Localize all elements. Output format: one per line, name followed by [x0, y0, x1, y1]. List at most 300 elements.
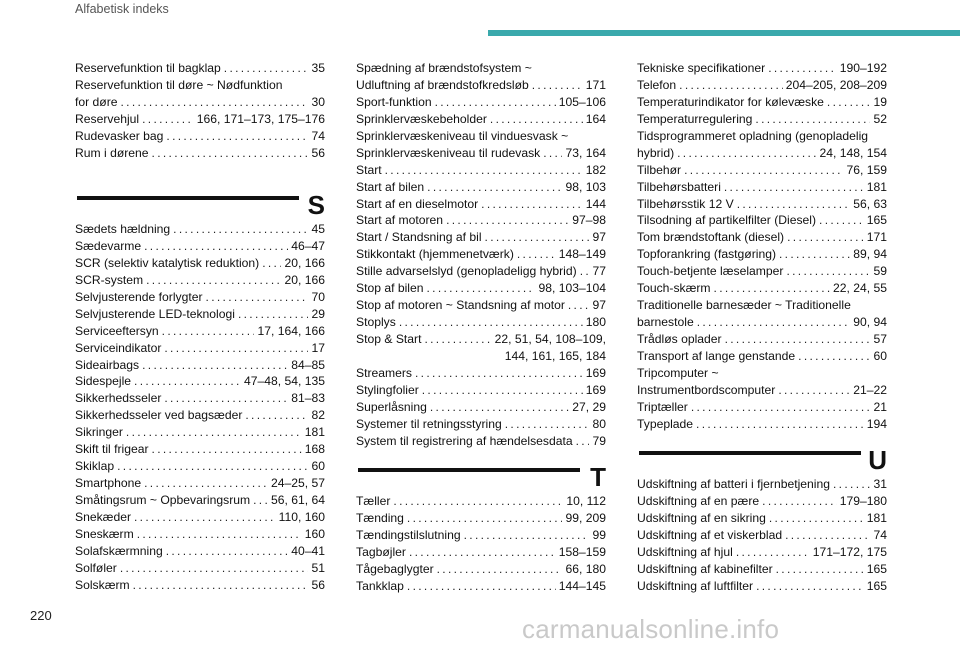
- dot-leader: [245, 407, 308, 424]
- index-entry: [75, 238, 325, 255]
- index-entry-term: Selvjusterende forlygter: [75, 289, 203, 304]
- index-entry-term: Stylingfolier: [356, 382, 419, 397]
- index-entry-term: Sprinklervæskeniveau til vinduesvask ~: [356, 128, 569, 143]
- index-entry-pages: 179–180: [839, 493, 887, 508]
- index-entry: [75, 128, 325, 145]
- index-entry-term: Tom brændstoftank (diesel): [637, 230, 785, 245]
- index-entry: [75, 458, 325, 475]
- index-entry: [75, 492, 325, 509]
- index-entry-pages: 60: [873, 348, 887, 363]
- index-entry-pages: 169: [585, 365, 606, 380]
- index-entry-term: Start af en dieselmotor: [356, 196, 479, 211]
- index-entry: [356, 544, 606, 561]
- index-entry-term: Tænding: [356, 510, 404, 525]
- dot-leader: [422, 382, 583, 399]
- index-block: [75, 60, 325, 162]
- index-entry: [356, 510, 606, 527]
- dot-leader: [568, 297, 590, 314]
- index-entry: [637, 382, 887, 399]
- dot-leader: [146, 272, 281, 289]
- index-entry: [637, 348, 887, 365]
- index-entry: [356, 416, 606, 433]
- index-entry-pages: 97: [592, 230, 606, 245]
- index-entry-term: Udluftning af brændstofkredsløb: [356, 77, 529, 92]
- dot-leader: [580, 263, 590, 280]
- index-entry-pages: 169: [585, 382, 606, 397]
- index-entry-term: Sædevarme: [75, 238, 142, 253]
- index-entry: [356, 196, 606, 213]
- dot-leader: [126, 424, 302, 441]
- index-entry-pages: 21: [873, 399, 887, 414]
- dot-leader: [144, 475, 268, 492]
- index-entry-pages: 30: [311, 94, 325, 109]
- dot-leader: [785, 527, 870, 544]
- index-entry-term: Topforankring (fastgøring): [637, 247, 776, 262]
- index-entry-term: Udskiftning af luftfilter: [637, 578, 754, 593]
- index-entry-term: Skift til frigear: [75, 442, 149, 457]
- index-entry-pages: 73, 164: [565, 145, 606, 160]
- index-entry-term: Udskiftning af et viskerblad: [637, 527, 783, 542]
- index-entry-term: Start af bilen: [356, 179, 425, 194]
- index-entry: [637, 196, 887, 213]
- index-entry: [637, 145, 887, 162]
- index-entry-pages: 158–159: [558, 544, 606, 559]
- index-entry-pages: 19: [873, 94, 887, 109]
- index-entry-term: Touch-skærm: [637, 281, 711, 296]
- section-rule: [358, 468, 580, 472]
- section-rule: [639, 451, 861, 455]
- index-entry-pages: 89, 94: [853, 247, 887, 262]
- dot-leader: [819, 212, 864, 229]
- dot-leader: [427, 280, 536, 297]
- page-number: 220: [30, 608, 52, 623]
- dot-leader: [679, 77, 783, 94]
- index-entry-pages: 171: [585, 77, 606, 92]
- index-entry-pages: 52: [873, 111, 887, 126]
- index-entry: [356, 382, 606, 399]
- index-entry-pages: 10, 112: [566, 494, 606, 508]
- dot-leader: [120, 560, 309, 577]
- dot-leader: [262, 255, 281, 272]
- index-entry-pages: 24, 148, 154: [819, 145, 887, 160]
- index-entry-term: Udskiftning af hjul: [637, 544, 733, 559]
- index-entry: [75, 475, 325, 492]
- index-entry-term: Tripcomputer ~: [637, 365, 719, 380]
- index-entry-pages-continued: 144, 161, 165, 184: [504, 348, 606, 363]
- index-entry: [75, 526, 325, 543]
- index-entry: [356, 433, 606, 450]
- index-entry-term: Stoplys: [356, 315, 396, 330]
- index-entry-pages: 97–98: [572, 213, 606, 228]
- index-entry-pages: 56, 63: [853, 196, 887, 211]
- dot-leader: [253, 492, 268, 509]
- index-entry: [75, 560, 325, 577]
- index-entry-term: Reservefunktion til bagklap: [75, 61, 221, 75]
- dot-leader: [776, 561, 864, 578]
- dot-leader: [393, 493, 563, 510]
- index-entry: [637, 493, 887, 510]
- index-entry-pages: 45: [311, 222, 325, 236]
- index-entry: [75, 407, 325, 424]
- index-entry-pages: 81–83: [291, 391, 325, 406]
- index-entry-term: Stikkontakt (hjemmenetværk): [356, 247, 514, 262]
- index-entry: [356, 179, 606, 196]
- index-entry-pages: 110, 160: [278, 509, 325, 524]
- index-entry-pages: 165: [866, 213, 887, 228]
- index-entry: [356, 162, 606, 179]
- index-entry: [356, 331, 606, 348]
- index-entry-term: hybrid): [637, 145, 675, 160]
- dot-leader: [142, 111, 194, 128]
- index-entry-term: Typeplade: [637, 416, 694, 431]
- index-entry: [75, 255, 325, 272]
- index-entry-term: Transport af lange genstande: [637, 348, 796, 363]
- dot-leader: [238, 306, 309, 323]
- index-entry-term: Sport-funktion: [356, 94, 432, 109]
- index-entry: [75, 441, 325, 458]
- index-entry-pages: 204–205, 208–209: [785, 77, 887, 92]
- index-entry: [356, 263, 606, 280]
- section-letter: U: [868, 445, 887, 475]
- dot-leader: [768, 60, 837, 77]
- index-entry-term: Solskærm: [75, 577, 130, 592]
- dot-leader: [798, 348, 870, 365]
- index-entry-term: Tilbehør: [637, 162, 682, 177]
- index-entry-term: Småtingsrum ~ Opbevaringsrum: [75, 493, 251, 507]
- index-entry-term: Streamers: [356, 365, 412, 380]
- index-entry: [637, 246, 887, 263]
- index-entry: [637, 399, 887, 416]
- page-header-title: Alfabetisk indeks: [75, 2, 169, 16]
- index-entry: [356, 280, 606, 297]
- index-entry-pages: 47–48, 54, 135: [243, 374, 325, 389]
- index-entry: [356, 246, 606, 263]
- dot-leader: [162, 323, 255, 340]
- index-entry-pages: 99, 209: [565, 510, 606, 525]
- dot-leader: [532, 77, 583, 94]
- index-entry: [75, 221, 325, 238]
- index-entry-pages: 57: [873, 332, 887, 346]
- index-entry-term: Tidsprogrammeret opladning (genopladelig: [637, 128, 869, 143]
- dot-leader: [137, 526, 302, 543]
- index-entry: [356, 297, 606, 314]
- index-entry-pages: 22, 51, 54, 108–109,: [494, 332, 606, 346]
- dot-leader: [737, 196, 851, 213]
- index-entry-pages: 98, 103–104: [538, 281, 606, 296]
- dot-leader: [576, 433, 590, 450]
- index-block: [356, 60, 606, 450]
- index-entry: [637, 263, 887, 280]
- index-entry-term: Sprinklervæskebeholder: [356, 111, 487, 126]
- index-entry: [75, 424, 325, 441]
- index-entry-pages: 24–25, 57: [270, 476, 325, 491]
- index-entry: [637, 544, 887, 561]
- dot-leader: [762, 493, 837, 510]
- index-entry: [637, 561, 887, 578]
- index-entry-term: Tilbehørsstik 12 V: [637, 196, 734, 211]
- index-entry-pages: 165: [866, 561, 887, 576]
- index-entry-term: Snekæder: [75, 509, 132, 524]
- index-entry-term: Telefon: [637, 77, 677, 92]
- index-entry-term: Sideairbags: [75, 357, 140, 372]
- index-entry: [75, 145, 325, 162]
- index-entry-pages: 165: [866, 578, 887, 593]
- section-letter: S: [307, 190, 325, 220]
- index-entry-term: Superlåsning: [356, 399, 427, 414]
- index-entry: [356, 399, 606, 416]
- index-entry-term: Solføler: [75, 560, 117, 575]
- index-entry-term: Skiklap: [75, 459, 115, 474]
- index-entry-pages: 171–172, 175: [812, 544, 887, 559]
- index-entry-term: Udskiftning af en pære: [637, 493, 760, 508]
- index-entry-term: Reservefunktion til døre ~ Nødfunktion: [75, 77, 283, 92]
- index-entry-term: Smartphone: [75, 476, 142, 491]
- dot-leader: [691, 399, 871, 416]
- index-block: [637, 476, 887, 595]
- dot-leader: [786, 263, 870, 280]
- dot-leader: [827, 94, 871, 111]
- index-entry: [75, 323, 325, 340]
- index-entry: [356, 212, 606, 229]
- index-entry: [356, 365, 606, 382]
- index-entry-pages: 99: [592, 527, 606, 542]
- index-entry-term: Tagbøjler: [356, 544, 406, 559]
- dot-leader: [769, 510, 864, 527]
- index-entry-term: barnestole: [637, 315, 694, 330]
- index-entry: [637, 94, 887, 111]
- index-entry-pages: 56, 61, 64: [270, 493, 325, 507]
- index-entry: [637, 527, 887, 544]
- index-entry-term: for døre: [75, 94, 118, 109]
- index-entry: [75, 60, 325, 77]
- index-entry-pages: 60: [311, 459, 325, 474]
- header-accent-bar: [488, 30, 960, 36]
- index-entry: [75, 289, 325, 306]
- index-entry: [356, 561, 606, 578]
- index-entry-term: Reservehjul: [75, 111, 140, 126]
- dot-leader: [464, 527, 590, 544]
- dot-leader: [399, 314, 583, 331]
- index-entry: [637, 212, 887, 229]
- index-entry-term: Trådløs oplader: [637, 332, 722, 346]
- index-entry-pages: 171: [866, 230, 887, 245]
- dot-leader: [407, 578, 556, 595]
- index-entry-term: Tæller: [356, 494, 391, 508]
- index-entry: [637, 476, 887, 493]
- index-entry-pages: 160: [304, 526, 325, 541]
- index-entry-pages: 27, 29: [572, 399, 606, 414]
- index-entry-pages: 59: [873, 264, 887, 279]
- dot-leader: [164, 390, 288, 407]
- dot-leader: [696, 416, 864, 433]
- index-entry-pages: 77: [592, 264, 606, 279]
- index-entry: [75, 111, 325, 128]
- index-entry-term: Triptæller: [637, 399, 688, 414]
- index-entry-term: Start / Standsning af bil: [356, 230, 482, 245]
- index-entry-term: Udskiftning af batteri i fjernbetjening: [637, 477, 831, 491]
- index-entry-pages: 70: [311, 289, 325, 304]
- index-entry: [637, 179, 887, 196]
- dot-leader: [427, 179, 562, 196]
- index-entry-term: SCR (selektiv katalytisk reduktion): [75, 255, 260, 270]
- dot-leader: [778, 382, 850, 399]
- index-entry-term: Sneskærm: [75, 526, 134, 541]
- index-entry-pages: 181: [866, 510, 887, 525]
- index-entry: [75, 340, 325, 357]
- section-rule: [77, 196, 299, 200]
- index-entry-pages: 166, 171–173, 175–176: [196, 111, 325, 126]
- index-entry: [75, 357, 325, 374]
- index-entry-pages: 144: [585, 196, 606, 211]
- index-entry-term: Spædning af brændstofsystem ~: [356, 61, 532, 75]
- dot-leader: [142, 357, 288, 374]
- index-entry: [637, 162, 887, 179]
- dot-leader: [385, 162, 583, 179]
- index-block: [75, 221, 325, 594]
- dot-leader: [485, 229, 590, 246]
- index-entry-pages: 74: [311, 128, 325, 143]
- index-entry: [637, 60, 887, 77]
- index-entry-term: Stop af motoren ~ Standsning af motor: [356, 298, 565, 313]
- index-entry-term: Tilsodning af partikelfilter (Diesel): [637, 213, 817, 228]
- dot-leader: [430, 399, 569, 416]
- dot-leader: [543, 145, 562, 162]
- index-entry: [356, 493, 606, 510]
- index-block: [637, 60, 887, 433]
- index-entry-pages: 56: [311, 145, 325, 160]
- dot-leader: [173, 221, 308, 238]
- dot-leader: [407, 510, 563, 527]
- dot-leader: [415, 365, 583, 382]
- index-entry-pages: 97: [592, 298, 606, 313]
- index-entry-pages: 74: [873, 527, 887, 542]
- index-entry-pages: 82: [311, 408, 325, 423]
- index-entry: [637, 229, 887, 246]
- index-entry: [75, 509, 325, 526]
- index-entry-pages: 80: [592, 416, 606, 431]
- index-entry-term: Solafskærmning: [75, 543, 163, 558]
- index-entry: [637, 331, 887, 348]
- watermark-text: carmanualsonline.info: [522, 614, 780, 644]
- dot-leader: [517, 246, 556, 263]
- index-entry-term: Tågebaglygter: [356, 561, 434, 576]
- dot-leader: [481, 196, 583, 213]
- index-entry-pages: 79: [592, 433, 606, 448]
- index-entry-term: Sikkerhedsseler: [75, 391, 162, 406]
- dot-leader: [166, 128, 308, 145]
- dot-leader: [697, 314, 851, 331]
- dot-leader: [724, 179, 864, 196]
- index-entry-term: Sikkerhedsseler ved bagsæder: [75, 408, 243, 423]
- index-entry-pages: 194: [866, 416, 887, 431]
- dot-leader: [166, 543, 289, 560]
- index-entry: [637, 77, 887, 94]
- index-entry-pages: 98, 103: [565, 179, 606, 194]
- index-entry-pages: 181: [866, 179, 887, 194]
- index-entry-pages: 35: [311, 61, 325, 75]
- dot-leader: [505, 416, 590, 433]
- index-entry-term: Tilbehørsbatteri: [637, 179, 721, 194]
- dot-leader: [677, 145, 816, 162]
- index-entry-pages: 181: [304, 425, 325, 440]
- index-entry-term: Traditionelle barnesæder ~ Traditionelle: [637, 298, 851, 313]
- index-entry-term: Sædets hældning: [75, 222, 171, 236]
- index-entry-term: Stille advarselslyd (genopladeligg hybrid): [356, 264, 577, 279]
- index-entry-term: Tankklap: [356, 578, 404, 593]
- index-entry-term: Serviceeftersyn: [75, 323, 159, 338]
- index-entry-term: Selvjusterende LED-teknologi: [75, 306, 235, 321]
- index-entry: [75, 577, 325, 594]
- index-entry-pages: 20, 166: [284, 255, 325, 270]
- index-entry: [356, 229, 606, 246]
- index-entry: [75, 306, 325, 323]
- dot-leader: [446, 212, 569, 229]
- index-entry-pages: 21–22: [853, 382, 887, 397]
- index-entry-pages: 40–41: [291, 543, 325, 558]
- index-entry-pages: 51: [311, 560, 325, 575]
- index-entry-term: Temperaturindikator for kølevæske: [637, 94, 824, 109]
- index-entry: [75, 390, 325, 407]
- index-entry: [637, 111, 887, 128]
- index-entry-term: Udskiftning af kabinefilter: [637, 561, 773, 576]
- section-letter: T: [590, 462, 606, 492]
- index-entry-pages: 190–192: [839, 61, 887, 75]
- index-entry: [637, 314, 887, 331]
- index-entry-term: Touch-betjente læselamper: [637, 264, 784, 279]
- index-entry: [356, 111, 606, 128]
- index-entry: [637, 416, 887, 433]
- index-entry-pages: 148–149: [558, 247, 606, 262]
- dot-leader: [152, 441, 302, 458]
- index-entry-pages: 180: [585, 315, 606, 330]
- index-entry-pages: 29: [311, 306, 325, 321]
- index-entry-pages: 20, 166: [284, 272, 325, 287]
- index-entry-pages: 182: [585, 162, 606, 177]
- index-entry-term: Start: [356, 162, 382, 177]
- dot-leader: [787, 229, 864, 246]
- index-entry-pages: 90, 94: [853, 315, 887, 330]
- dot-leader: [206, 289, 309, 306]
- index-entry: [637, 510, 887, 527]
- dot-leader: [117, 458, 308, 475]
- dot-leader: [779, 246, 850, 263]
- index-entry-pages: 22, 24, 55: [832, 281, 887, 296]
- index-entry-pages: 164: [585, 111, 606, 126]
- index-entry-term: Sikringer: [75, 425, 123, 440]
- index-entry-term: Stop & Start: [356, 332, 422, 346]
- dot-leader: [714, 280, 830, 297]
- dot-leader: [736, 544, 810, 561]
- index-entry-pages: 144–145: [558, 578, 606, 593]
- dot-leader: [152, 145, 309, 162]
- index-entry-pages: 17: [311, 340, 325, 355]
- index-entry-term: Stop af bilen: [356, 281, 424, 296]
- index-entry-term: Instrumentbordscomputer: [637, 382, 776, 397]
- dot-leader: [437, 561, 563, 578]
- index-entry: [356, 314, 606, 331]
- index-entry: [75, 543, 325, 560]
- index-entry-term: Tekniske specifikationer: [637, 61, 766, 75]
- index-entry-term: Start af motoren: [356, 213, 444, 228]
- index-entry-pages: 76, 159: [846, 162, 887, 177]
- dot-leader: [756, 578, 864, 595]
- dot-leader: [133, 577, 309, 594]
- dot-leader: [134, 509, 276, 526]
- index-entry: [356, 77, 606, 94]
- index-entry: [356, 527, 606, 544]
- dot-leader: [164, 340, 308, 357]
- dot-leader: [490, 111, 583, 128]
